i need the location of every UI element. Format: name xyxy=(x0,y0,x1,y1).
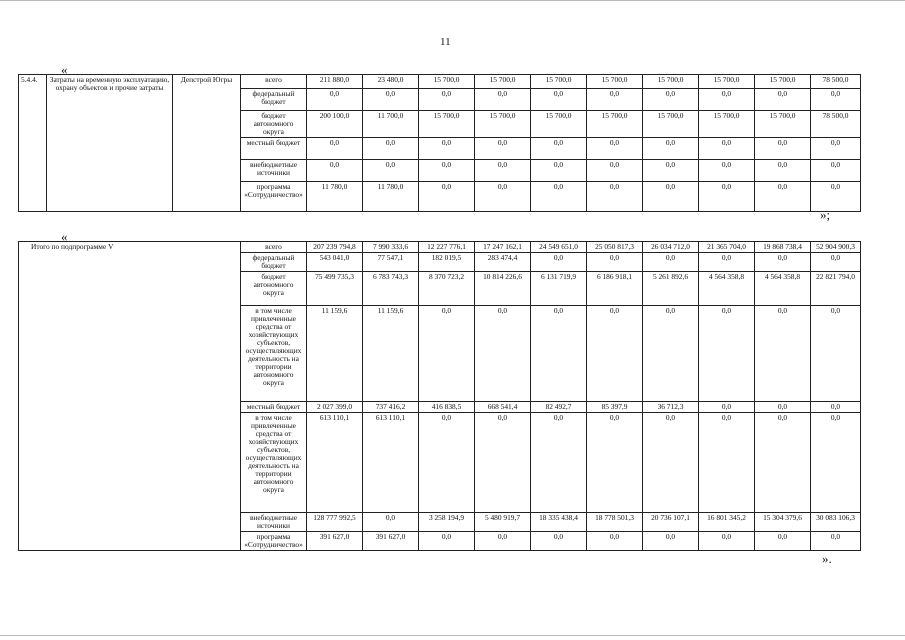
value-cell: 0,0 xyxy=(755,401,811,412)
value-cell: 0,0 xyxy=(475,181,531,211)
value-cell: 0,0 xyxy=(419,531,475,550)
value-cell: 0,0 xyxy=(699,181,755,211)
funding-source-cell: всего xyxy=(241,242,307,253)
table-row xyxy=(19,242,861,253)
value-cell: 15 700,0 xyxy=(419,75,475,89)
value-cell: 0,0 xyxy=(307,159,363,181)
funding-source-cell: внебюджетные источники xyxy=(241,159,307,181)
value-cell: 6 783 743,3 xyxy=(363,271,419,305)
funding-source-cell: бюджет автономного округа xyxy=(241,111,307,138)
value-cell: 283 474,4 xyxy=(475,252,531,271)
value-cell: 0,0 xyxy=(419,159,475,181)
funding-source-cell: федеральный бюджет xyxy=(241,252,307,271)
value-cell: 0,0 xyxy=(587,89,643,111)
value-cell: 2 027 399,0 xyxy=(307,401,363,412)
value-cell: 17 247 162,1 xyxy=(475,242,531,253)
open-quote: « xyxy=(61,62,68,77)
value-cell: 211 880,0 xyxy=(307,75,363,89)
value-cell: 85 397,9 xyxy=(587,401,643,412)
value-cell: 0,0 xyxy=(699,137,755,159)
value-cell: 30 083 106,3 xyxy=(811,512,861,531)
value-cell: 52 904 900,3 xyxy=(811,242,861,253)
value-cell: 0,0 xyxy=(531,305,587,401)
value-cell: 3 258 194,9 xyxy=(419,512,475,531)
page-number: 11 xyxy=(440,36,451,48)
budget-table-5-4-4 xyxy=(18,74,861,212)
value-cell: 15 700,0 xyxy=(475,111,531,138)
value-cell: 77 547,1 xyxy=(363,252,419,271)
value-cell: 0,0 xyxy=(531,181,587,211)
value-cell: 15 700,0 xyxy=(643,111,699,138)
funding-source-cell: программа «Сотрудничество» xyxy=(241,531,307,550)
value-cell: 0,0 xyxy=(811,181,861,211)
value-cell: 0,0 xyxy=(475,531,531,550)
funding-source-cell: всего xyxy=(241,75,307,89)
funding-source-cell: местный бюджет xyxy=(241,401,307,412)
value-cell: 11 780,0 xyxy=(363,181,419,211)
value-cell: 0,0 xyxy=(419,412,475,512)
value-cell: 0,0 xyxy=(419,181,475,211)
value-cell: 0,0 xyxy=(811,412,861,512)
value-cell: 0,0 xyxy=(531,252,587,271)
value-cell: 75 499 735,3 xyxy=(307,271,363,305)
scan-bottom-edge xyxy=(0,635,905,636)
value-cell: 0,0 xyxy=(755,181,811,211)
value-cell: 8 370 723,2 xyxy=(419,271,475,305)
value-cell: 0,0 xyxy=(475,137,531,159)
value-cell: 4 564 358,8 xyxy=(755,271,811,305)
value-cell: 416 838,5 xyxy=(419,401,475,412)
close-quote: »; xyxy=(820,207,831,222)
value-cell: 0,0 xyxy=(531,159,587,181)
value-cell: 0,0 xyxy=(643,305,699,401)
funding-source-cell: бюджет автономного округа xyxy=(241,271,307,305)
value-cell: 0,0 xyxy=(755,159,811,181)
value-cell: 82 492,7 xyxy=(531,401,587,412)
scan-top-edge xyxy=(0,0,905,1)
open-quote: « xyxy=(61,229,68,244)
value-cell: 0,0 xyxy=(699,531,755,550)
value-cell: 0,0 xyxy=(811,137,861,159)
value-cell: 0,0 xyxy=(419,305,475,401)
value-cell: 19 868 738,4 xyxy=(755,242,811,253)
value-cell: 0,0 xyxy=(811,89,861,111)
subprogram-v-total-table xyxy=(18,241,861,551)
value-cell: 7 990 333,6 xyxy=(363,242,419,253)
value-cell: 0,0 xyxy=(587,181,643,211)
value-cell: 391 627,0 xyxy=(307,531,363,550)
value-cell: 0,0 xyxy=(475,159,531,181)
value-cell: 15 700,0 xyxy=(531,75,587,89)
value-cell: 15 700,0 xyxy=(419,111,475,138)
value-cell: 24 549 651,0 xyxy=(531,242,587,253)
value-cell: 15 700,0 xyxy=(587,75,643,89)
value-cell: 0,0 xyxy=(643,89,699,111)
value-cell: 0,0 xyxy=(643,252,699,271)
value-cell: 0,0 xyxy=(699,159,755,181)
value-cell: 0,0 xyxy=(755,412,811,512)
value-cell: 0,0 xyxy=(531,89,587,111)
value-cell: 78 500,0 xyxy=(811,111,861,138)
table-row xyxy=(19,75,861,89)
value-cell: 391 627,0 xyxy=(363,531,419,550)
value-cell: 0,0 xyxy=(699,89,755,111)
value-cell: 5 261 892,6 xyxy=(643,271,699,305)
funding-source-cell: в том числе привлеченные средства от хозяйствующих субъектов, осуществляющих деятельность на территории автономного округа xyxy=(241,412,307,512)
value-cell: 0,0 xyxy=(363,512,419,531)
value-cell: 0,0 xyxy=(755,252,811,271)
funding-source-cell: программа «Сотрудничество» xyxy=(241,181,307,211)
value-cell: 200 100,0 xyxy=(307,111,363,138)
item-code-cell: 5.4.4. xyxy=(19,75,47,212)
value-cell: 0,0 xyxy=(363,137,419,159)
value-cell: 11 159,6 xyxy=(307,305,363,401)
value-cell: 0,0 xyxy=(699,252,755,271)
value-cell: 11 159,6 xyxy=(363,305,419,401)
value-cell: 0,0 xyxy=(755,89,811,111)
value-cell: 25 050 817,3 xyxy=(587,242,643,253)
value-cell: 22 821 794,0 xyxy=(811,271,861,305)
value-cell: 0,0 xyxy=(699,401,755,412)
value-cell: 15 700,0 xyxy=(643,75,699,89)
close-quote: ». xyxy=(822,551,832,566)
value-cell: 0,0 xyxy=(475,305,531,401)
value-cell: 0,0 xyxy=(307,89,363,111)
value-cell: 0,0 xyxy=(419,89,475,111)
funding-source-cell: федеральный бюджет xyxy=(241,89,307,111)
value-cell: 0,0 xyxy=(643,531,699,550)
value-cell: 0,0 xyxy=(699,305,755,401)
value-cell: 18 335 438,4 xyxy=(531,512,587,531)
value-cell: 15 700,0 xyxy=(755,75,811,89)
funding-source-cell: внебюджетные источники xyxy=(241,512,307,531)
value-cell: 78 500,0 xyxy=(811,75,861,89)
value-cell: 15 700,0 xyxy=(699,75,755,89)
value-cell: 12 227 776,1 xyxy=(419,242,475,253)
value-cell: 543 041,0 xyxy=(307,252,363,271)
value-cell: 737 416,2 xyxy=(363,401,419,412)
value-cell: 0,0 xyxy=(643,159,699,181)
value-cell: 16 801 345,2 xyxy=(699,512,755,531)
value-cell: 5 480 919,7 xyxy=(475,512,531,531)
executor-cell: Депстрой Югры xyxy=(173,75,241,212)
value-cell: 0,0 xyxy=(531,412,587,512)
value-cell: 0,0 xyxy=(811,159,861,181)
value-cell: 11 700,0 xyxy=(363,111,419,138)
value-cell: 0,0 xyxy=(643,181,699,211)
value-cell: 26 034 712,0 xyxy=(643,242,699,253)
value-cell: 0,0 xyxy=(475,412,531,512)
value-cell: 15 700,0 xyxy=(699,111,755,138)
value-cell: 0,0 xyxy=(307,137,363,159)
value-cell: 15 700,0 xyxy=(755,111,811,138)
value-cell: 0,0 xyxy=(811,305,861,401)
value-cell: 0,0 xyxy=(587,412,643,512)
value-cell: 0,0 xyxy=(811,252,861,271)
value-cell: 0,0 xyxy=(643,137,699,159)
funding-source-cell: в том числе привлеченные средства от хозяйствующих субъектов, осуществляющих деятельность на территории автономного округа xyxy=(241,305,307,401)
value-cell: 613 110,1 xyxy=(363,412,419,512)
item-name-cell: Затраты на временную эксплуатацию, охрану объектов и прочие затраты xyxy=(47,75,173,212)
value-cell: 613 110,1 xyxy=(307,412,363,512)
value-cell: 15 700,0 xyxy=(587,111,643,138)
value-cell: 0,0 xyxy=(699,412,755,512)
value-cell: 15 304 379,6 xyxy=(755,512,811,531)
value-cell: 0,0 xyxy=(363,89,419,111)
value-cell: 668 541,4 xyxy=(475,401,531,412)
value-cell: 0,0 xyxy=(587,531,643,550)
funding-source-cell: местный бюджет xyxy=(241,137,307,159)
value-cell: 10 814 226,6 xyxy=(475,271,531,305)
value-cell: 20 736 107,1 xyxy=(643,512,699,531)
value-cell: 182 019,5 xyxy=(419,252,475,271)
value-cell: 0,0 xyxy=(587,137,643,159)
value-cell: 15 700,0 xyxy=(531,111,587,138)
value-cell: 36 712,3 xyxy=(643,401,699,412)
value-cell: 0,0 xyxy=(811,531,861,550)
value-cell: 6 186 918,1 xyxy=(587,271,643,305)
value-cell: 0,0 xyxy=(531,137,587,159)
value-cell: 0,0 xyxy=(587,252,643,271)
value-cell: 0,0 xyxy=(755,305,811,401)
value-cell: 18 778 501,3 xyxy=(587,512,643,531)
value-cell: 128 777 992,5 xyxy=(307,512,363,531)
value-cell: 15 700,0 xyxy=(475,75,531,89)
value-cell: 11 780,0 xyxy=(307,181,363,211)
value-cell: 0,0 xyxy=(811,401,861,412)
value-cell: 21 365 704,0 xyxy=(699,242,755,253)
value-cell: 207 239 794,8 xyxy=(307,242,363,253)
value-cell: 0,0 xyxy=(643,412,699,512)
value-cell: 0,0 xyxy=(531,531,587,550)
value-cell: 4 564 358,8 xyxy=(699,271,755,305)
value-cell: 0,0 xyxy=(755,531,811,550)
value-cell: 23 480,0 xyxy=(363,75,419,89)
value-cell: 0,0 xyxy=(419,137,475,159)
value-cell: 0,0 xyxy=(587,159,643,181)
value-cell: 0,0 xyxy=(363,159,419,181)
value-cell: 0,0 xyxy=(475,89,531,111)
value-cell: 0,0 xyxy=(587,305,643,401)
value-cell: 0,0 xyxy=(755,137,811,159)
value-cell: 6 131 719,9 xyxy=(531,271,587,305)
subprogram-name-cell: Итого по подпрограмме V xyxy=(19,242,241,551)
